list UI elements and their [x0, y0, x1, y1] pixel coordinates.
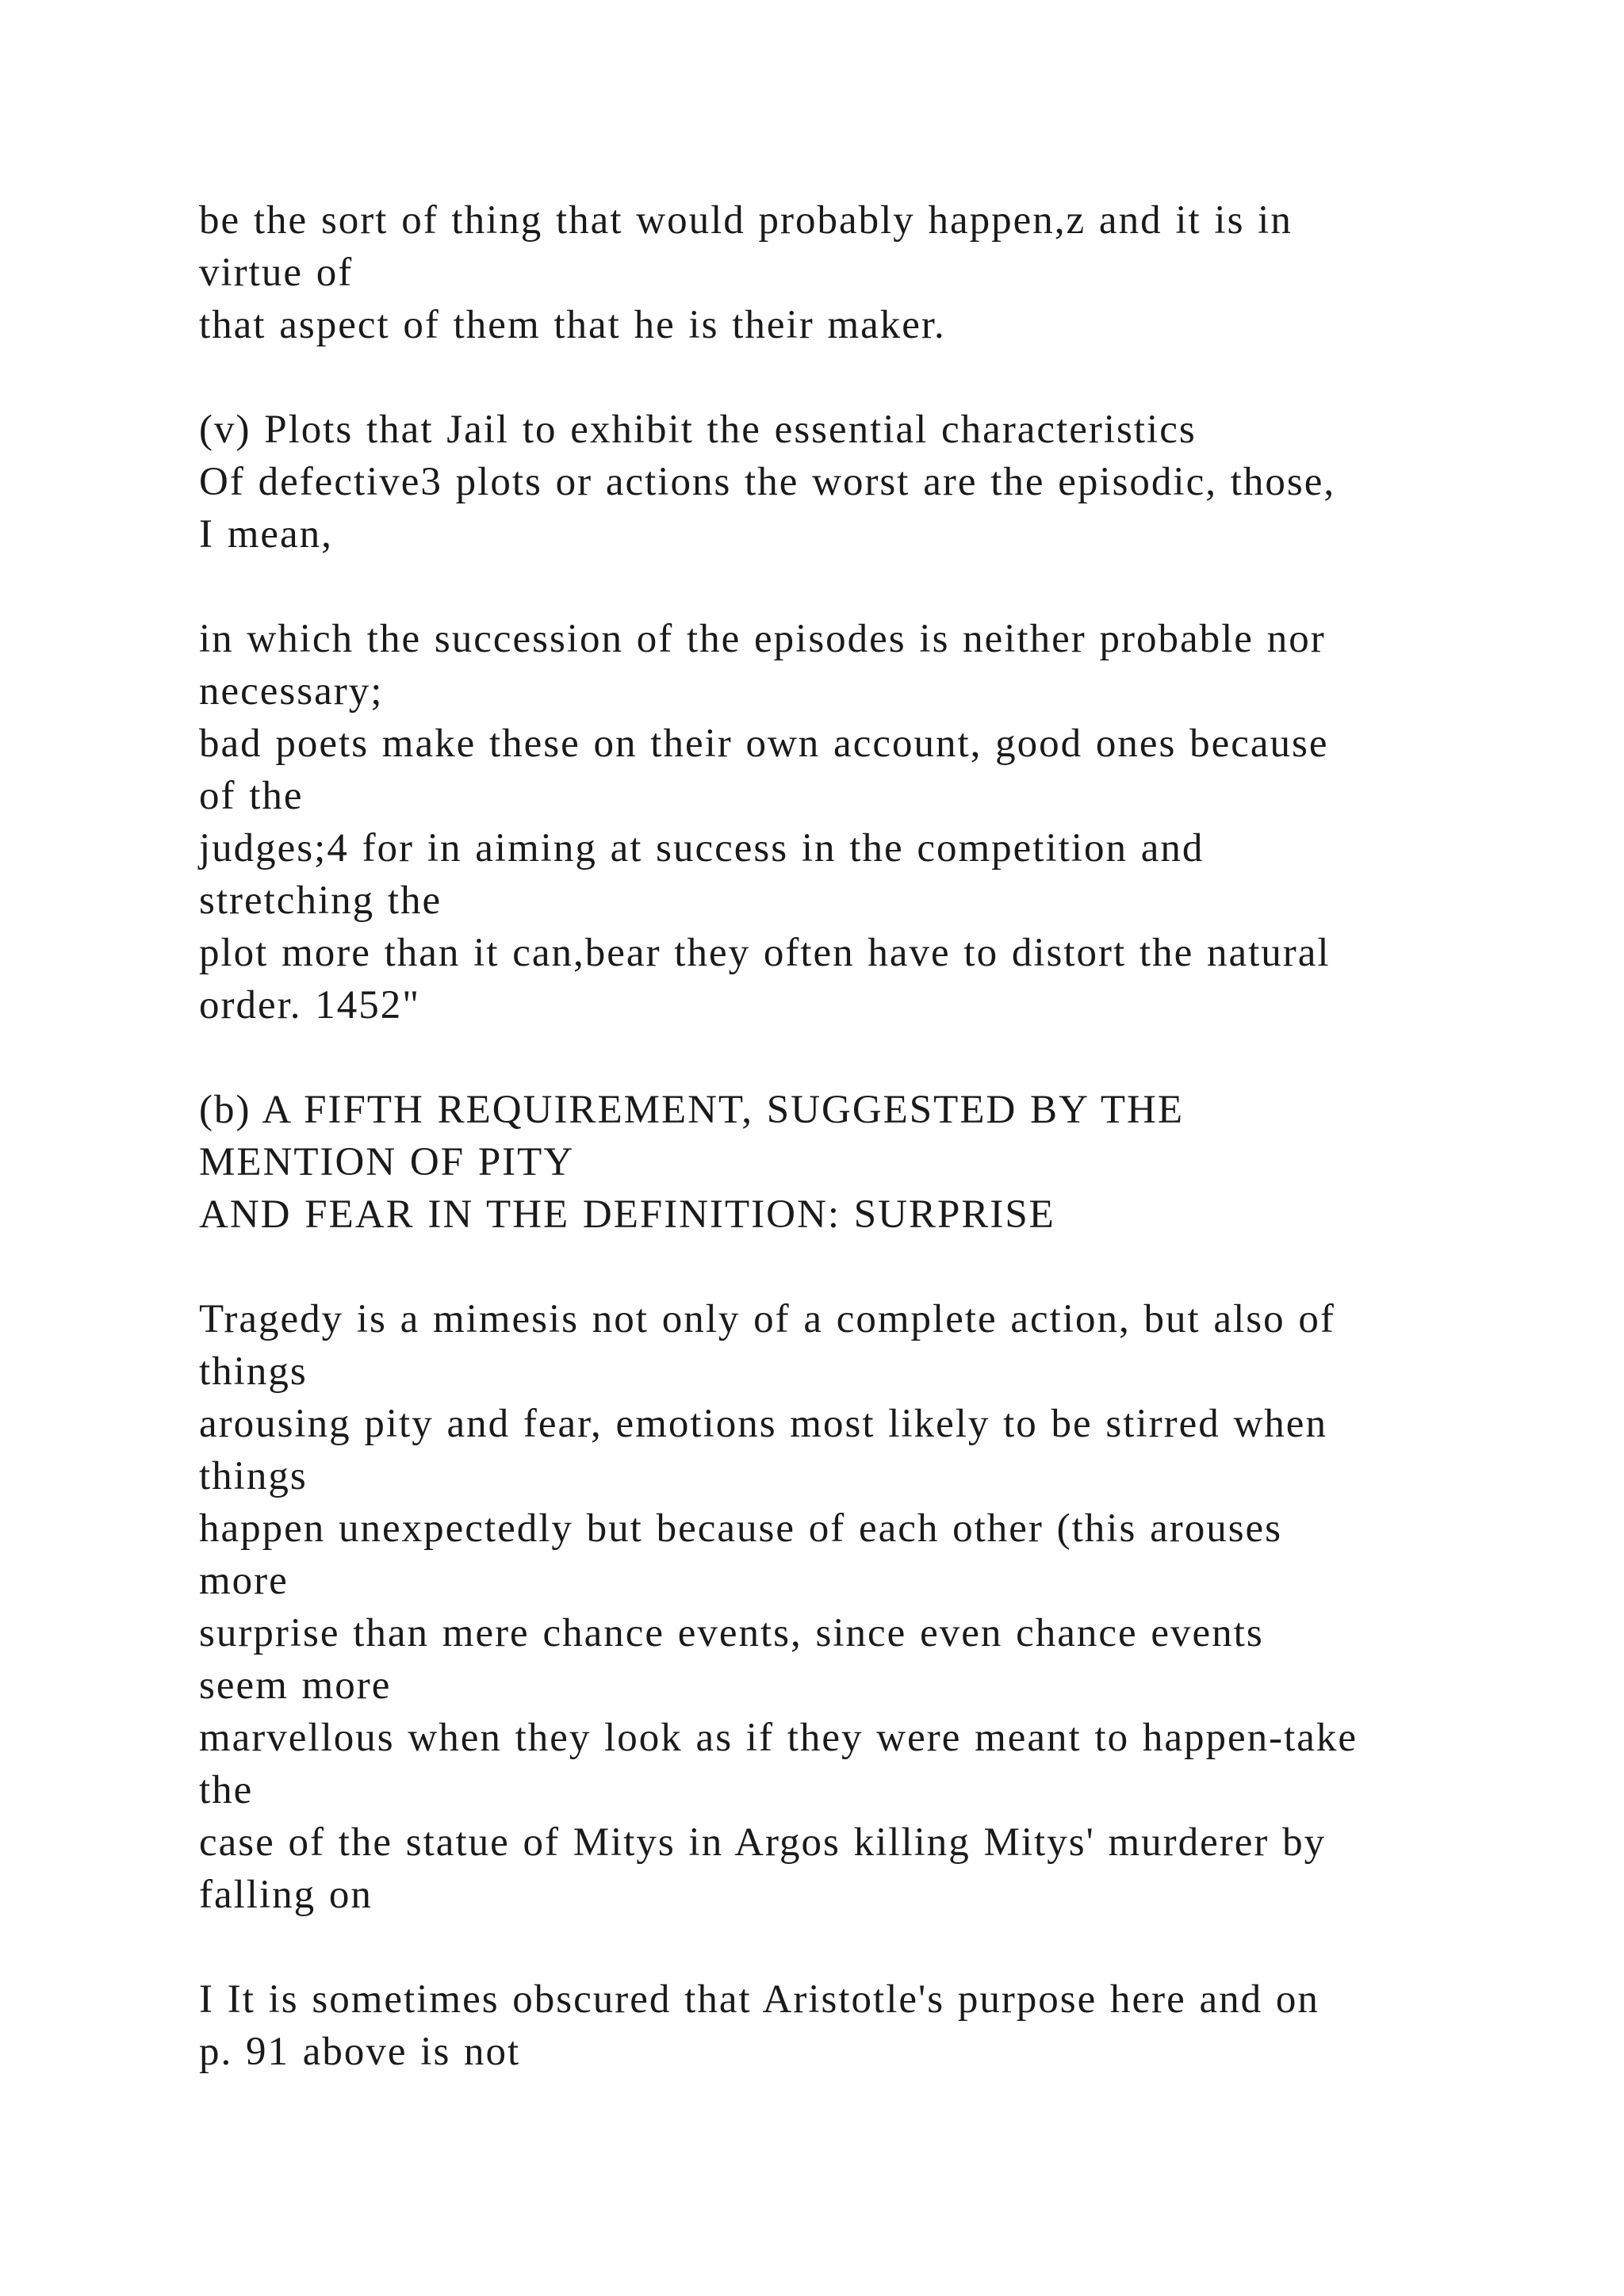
- text-line: things: [199, 1349, 308, 1394]
- paragraph-gap: [199, 1241, 1547, 1293]
- text-line: of the: [199, 774, 304, 818]
- section-heading-fifth-requirement: [199, 1084, 1547, 1241]
- paragraph-gap: [199, 1921, 1547, 1973]
- text-line: judges;4 for in aiming at success in the competition and: [199, 826, 1205, 871]
- text-line: that aspect of them that he is their maker.: [199, 303, 946, 347]
- text-line: Tragedy is a mimesis not only of a complete action, but also of: [199, 1297, 1335, 1341]
- text-line: arousing pity and fear, emotions most likely to be stirred when: [199, 1402, 1327, 1446]
- document-page: [199, 194, 1547, 2078]
- heading-line: (b) A FIFTH REQUIREMENT, SUGGESTED BY THE: [199, 1088, 1184, 1132]
- footnote-line: p. 91 above is not: [199, 2030, 521, 2074]
- paragraph-episodes-succession: [199, 613, 1547, 1031]
- text-line: necessary;: [199, 669, 384, 714]
- text-line: in which the succession of the episodes is neither probable nor: [199, 617, 1326, 661]
- footnote-line: I It is sometimes obscured that Aristotle's purpose here and on: [199, 1977, 1320, 2022]
- text-line: case of the statue of Mitys in Argos killing Mitys' murderer by: [199, 1820, 1327, 1865]
- paragraph-tragedy-mimesis: [199, 1293, 1547, 1921]
- text-line: the: [199, 1768, 254, 1812]
- text-line: seem more: [199, 1663, 392, 1708]
- text-line: surprise than mere chance events, since even chance events: [199, 1611, 1264, 1655]
- text-line: more: [199, 1559, 289, 1603]
- text-line: bad poets make these on their own account, good ones because: [199, 721, 1329, 766]
- text-line: (v) Plots that Jail to exhibit the essential characteristics: [199, 408, 1197, 452]
- text-line: falling on: [199, 1873, 373, 1917]
- text-line: marvellous when they look as if they were meant to happen-take: [199, 1716, 1358, 1760]
- heading-line: MENTION OF PITY: [199, 1140, 575, 1184]
- text-line: plot more than it can,bear they often have to distort the natural: [199, 931, 1331, 975]
- paragraph-gap: [199, 561, 1547, 613]
- text-line: stretching the: [199, 878, 442, 923]
- text-line: things: [199, 1454, 308, 1498]
- text-line: order. 1452": [199, 983, 421, 1027]
- text-line: I mean,: [199, 512, 333, 557]
- footnote-aristotle-purpose: [199, 1973, 1547, 2078]
- paragraph-plots-fail: [199, 404, 1547, 561]
- text-line: happen unexpectedly but because of each other (this arouses: [199, 1506, 1283, 1551]
- paragraph-gap: [199, 1031, 1547, 1084]
- text-line: Of defective3 plots or actions the worst are the episodic, those,: [199, 460, 1336, 504]
- text-line: be the sort of thing that would probably happen,z and it is in: [199, 198, 1293, 243]
- heading-line: AND FEAR IN THE DEFINITION: SURPRISE: [199, 1192, 1055, 1237]
- text-line: virtue of: [199, 251, 354, 295]
- paragraph-gap: [199, 351, 1547, 404]
- paragraph-probable-happening: [199, 194, 1547, 351]
